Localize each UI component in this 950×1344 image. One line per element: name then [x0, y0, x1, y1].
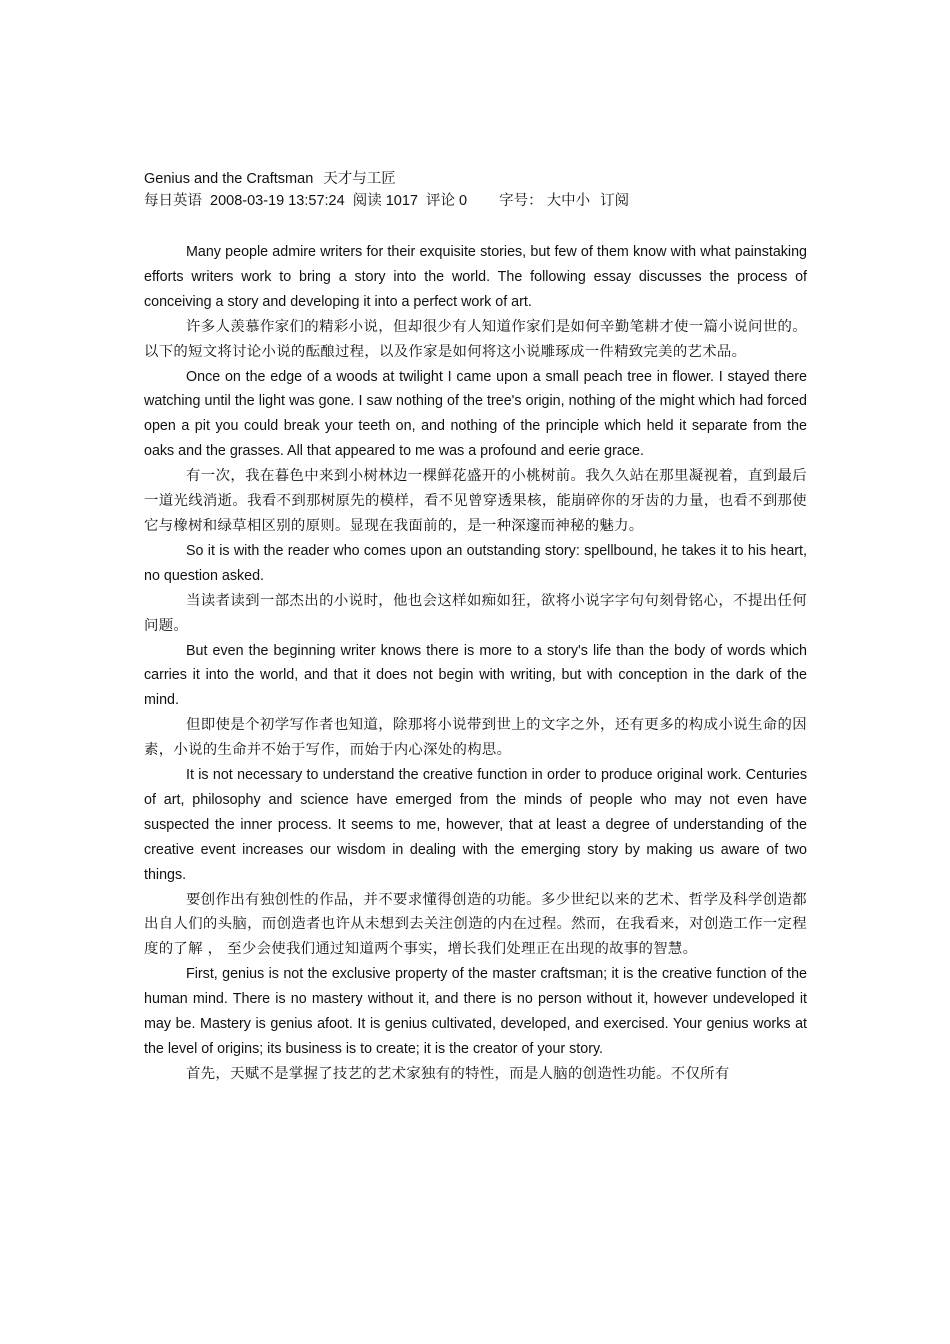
article-meta: [144, 190, 807, 212]
comments-label: 评论: [426, 193, 456, 209]
subscribe-link[interactable]: 订阅: [600, 193, 630, 209]
font-size-large-link[interactable]: 大: [546, 193, 562, 209]
paragraph-en: Once on the edge of a woods at twilight I came upon a small peach tree in flower. I stayed there watching until the light was gone. I saw nothing of the tree's origin, nothing of the might which had forced open a pit you could break your teeth on, and nothing of the principle which held it separate from the oaks and the grasses. All that appeared to me was a profound and eerie grace.: [144, 368, 807, 460]
paragraph-en: It is not necessary to understand the creative function in order to produce original work. Centuries of art, philosophy and science have emerged from the minds of people who may not even have suspected the inner process. It seems to me, however, that at least a degree of understanding of the creative event increases our wisdom in dealing with the emerging story by making us aware of two things.: [144, 767, 807, 883]
paragraph-en: Many people admire writers for their exquisite stories, but few of them know with what painstaking efforts writers work to bring a story into the world. The following essay discusses the process of conceiving a story and developing it into a perfect work of art.: [144, 244, 807, 310]
title-chinese: 天才与工匠: [323, 171, 396, 187]
paragraph-en: First, genius is not the exclusive property of the master craftsman; it is the creative function of the human mind. There is no mastery without it, and there is no person without it, however undeveloped it may be. Mastery is genius afoot. It is genius cultivated, developed, and exercised. Your genius works at the level of origins; its business is to create; it is the creator of your story.: [144, 966, 807, 1057]
font-size-medium-link[interactable]: 中: [561, 193, 576, 209]
comments-count: 0: [459, 193, 468, 209]
paragraph-zh: 有一次，我在暮色中来到小树林边一棵鲜花盛开的小桃树前。我久久站在那里凝视着，直到最后一道光线消逝。我看不到那树原先的模样，看不见曾穿透果核，能崩碎你的牙齿的力量，也看不到那使它与橡树和绿草相区别的原则。显现在我面前的，是一种深邃而神秘的魅力。: [144, 468, 807, 534]
reads-label: 阅读: [352, 193, 382, 209]
source-label: 每日英语: [144, 193, 202, 209]
paragraph-en: So it is with the reader who comes upon an outstanding story: spellbound, he takes it to his heart, no question asked.: [144, 542, 807, 584]
paragraph-zh: 要创作出有独创性的作品，并不要求懂得创造的功能。多少世纪以来的艺术、哲学及科学创造都出自人们的头脑，而创造者也许从未想到去关注创造的内在过程。然而，在我看来，对创造工作一定程度的了解 ， 至少会使我们通过知道两个事实，增长我们处理正在出现的故事的智慧。: [144, 891, 807, 958]
publish-datetime: 2008-03-19 13:57:24: [210, 193, 345, 209]
title-english: Genius and the Craftsman: [144, 171, 314, 187]
paragraph-en: But even the beginning writer knows there is more to a story's life than the body of words which carries it into the world, and that it does not begin with writing, but with conception in the dark of the mind.: [144, 642, 807, 709]
paragraph-zh: 许多人羡慕作家们的精彩小说，但却很少有人知道作家们是如何辛勤笔耕才使一篇小说问世的。以下的短文将讨论小说的酝酿过程，以及作家是如何将这小说雕琢成一件精致完美的艺术品。: [144, 318, 807, 360]
paragraph-zh: 当读者读到一部杰出的小说时，他也会这样如痴如狂，欲将小说字字句句刻骨铭心，不提出任何问题。: [144, 592, 807, 634]
reads-count: 1017: [385, 193, 418, 209]
font-size-label: 字号：: [499, 193, 543, 209]
article-title: [144, 168, 807, 190]
article-body: [144, 240, 807, 1087]
font-size-small-link[interactable]: 小: [575, 193, 591, 209]
paragraph-zh: 首先，天赋不是掌握了技艺的艺术家独有的特性，而是人脑的创造性功能。不仅所有: [186, 1065, 730, 1082]
paragraph-zh: 但即使是个初学写作者也知道，除那将小说带到世上的文字之外，还有更多的构成小说生命的因素，小说的生命并不始于写作，而始于内心深处的构思。: [144, 717, 807, 759]
article-page: [144, 168, 807, 1087]
